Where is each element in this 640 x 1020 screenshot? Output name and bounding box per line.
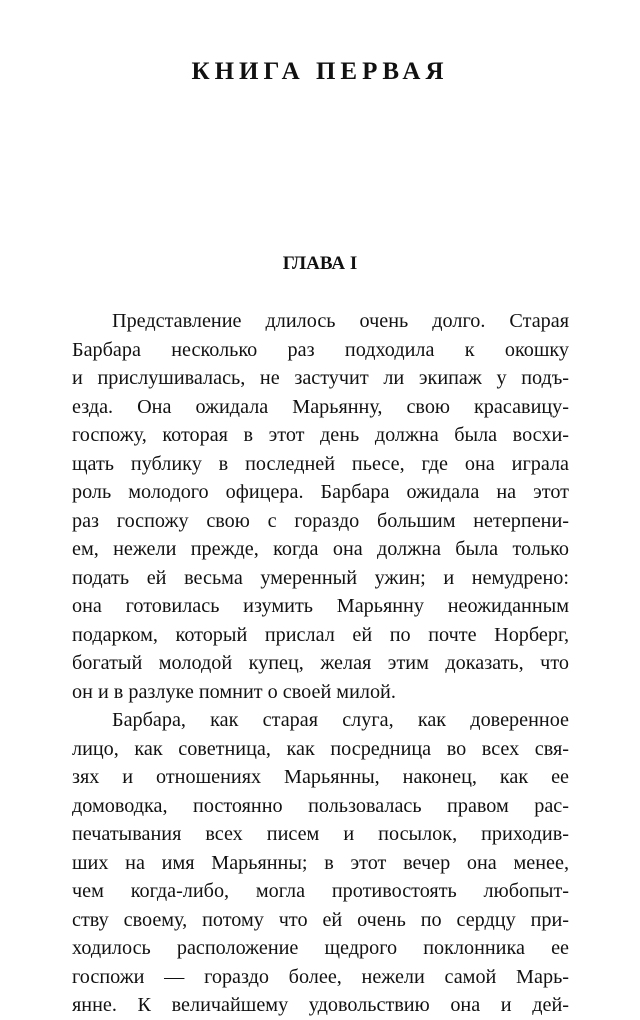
text-line: он и в разлуке помнит о своей милой.	[72, 680, 396, 703]
chapter-title: ГЛАВА I	[282, 253, 358, 274]
text-line: печатывания всех писем и посылок, приходив-	[72, 823, 569, 845]
text-line: ем, нежели прежде, когда она должна была только	[72, 538, 569, 560]
text-line: роль молодого офицера. Барбара ожидала на этот	[72, 481, 569, 503]
text-line: щать публику в последней пьесе, где она играла	[72, 452, 569, 475]
text-line: подарком, который прислал ей по почте Норберг,	[72, 623, 569, 646]
text-line: янне. К величайшему удовольствию она и дей-	[72, 994, 569, 1016]
text-line: госпожи — гораздо более, нежели самой Марь-	[72, 965, 569, 988]
text-line: Представление длилось очень долго. Старая	[112, 310, 569, 332]
text-line: раз госпожу свою с гораздо большим нетерпени-	[72, 509, 569, 532]
text-line: госпожу, которая в этот день должна была восхи-	[72, 424, 569, 446]
text-line: зях и отношениях Марьянны, наконец, как ее	[72, 766, 569, 788]
text-line: она готовилась изумить Марьянну неожиданным	[72, 595, 569, 617]
text-line: чем когда-либо, могла противостоять любопыт-	[72, 880, 569, 902]
text-line: богатый молодой купец, желая этим доказать, что	[72, 652, 569, 674]
text-line: Барбара несколько раз подходила к окошку	[72, 338, 569, 361]
chapter-text	[72, 307, 569, 1020]
text-line: ству своему, потому что ей очень по сердцу при-	[72, 908, 569, 931]
text-line: подать ей весьма умеренный ужин; и немудрено:	[72, 566, 569, 589]
text-line: ходилось расположение щедрого поклонника ее	[72, 937, 569, 959]
text-line: лицо, как советница, как посредница во всех свя-	[72, 737, 569, 760]
text-line: Барбара, как старая слуга, как доверенное	[112, 709, 569, 731]
book-title: КНИГА ПЕРВАЯ	[191, 58, 449, 85]
text-line: ших на имя Марьянны; в этот вечер она менее,	[72, 851, 569, 874]
text-line: и прислушивалась, не застучит ли экипаж у подъ-	[72, 367, 569, 389]
text-line: домоводка, постоянно пользовалась правом рас-	[72, 794, 569, 817]
text-line: езда. Она ожидала Марьянну, свою красавицу-	[72, 395, 569, 418]
